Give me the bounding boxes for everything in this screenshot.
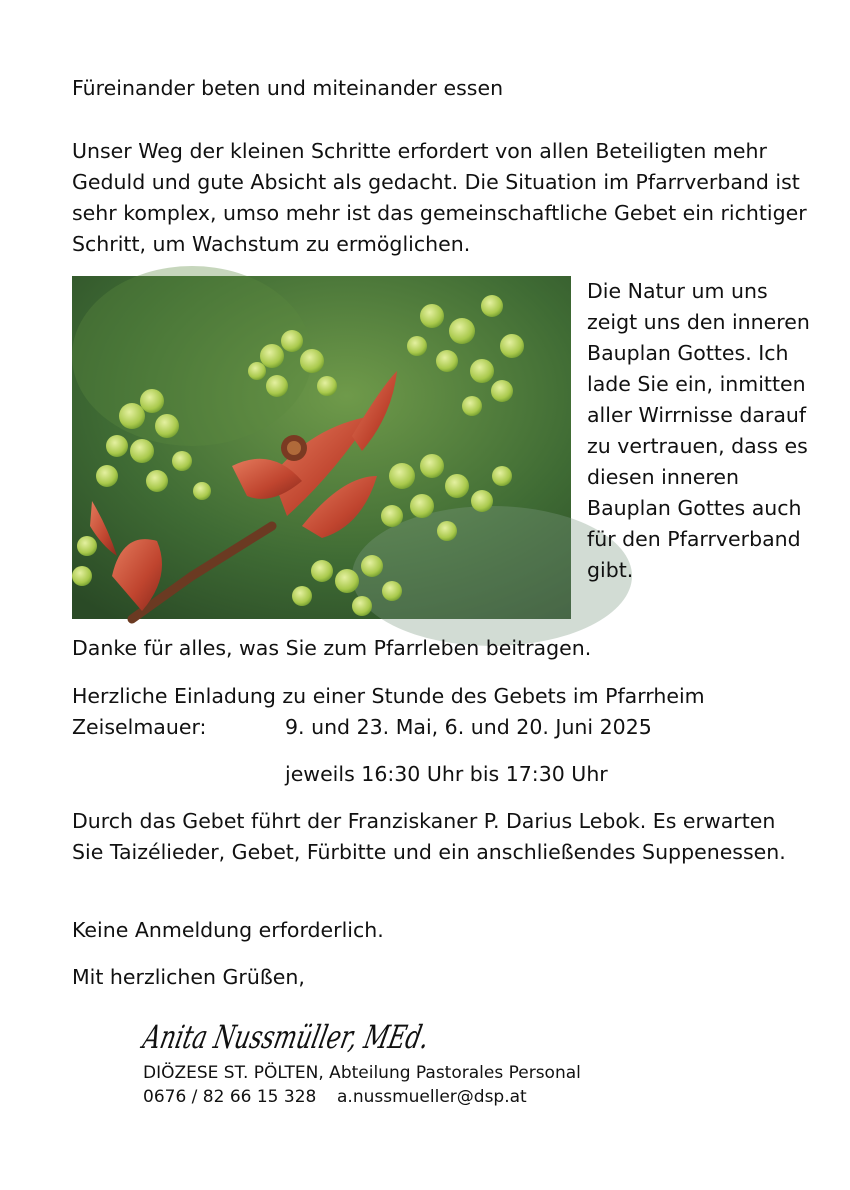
email-address: a.nussmueller@dsp.at xyxy=(337,1087,527,1107)
handwritten-signature xyxy=(139,1008,535,1066)
thanks-line: Danke für alles, was Sie zum Pfarrleben beitragen. xyxy=(72,636,592,660)
invitation-line: Herzliche Einladung zu einer Stunde des Gebets im Pfarrheim xyxy=(72,684,705,708)
leader-paragraph: Durch das Gebet führt der Franziskaner P. Darius Lebok. Es erwarten Sie Taizélieder, Gebet, Fürbitte und ein anschließendes Suppenessen. xyxy=(72,809,786,864)
phone-number: 0676 / 82 66 15 328 xyxy=(143,1087,317,1107)
svg-text:Anita Nussmüller, MEd.: Anita Nussmüller, MEd. xyxy=(139,1018,535,1056)
letter-title: Füreinander beten und miteinander essen xyxy=(72,76,504,100)
organization-line: DIÖZESE ST. PÖLTEN, Abteilung Pastorales Personal xyxy=(143,1063,581,1083)
greeting-line: Mit herzlichen Grüßen, xyxy=(72,965,305,989)
invitation-dates: 9. und 23. Mai, 6. und 20. Juni 2025 xyxy=(285,715,652,739)
no-registration-line: Keine Anmeldung erforderlich. xyxy=(72,918,384,942)
blossom-photo xyxy=(72,276,571,619)
invitation-time: jeweils 16:30 Uhr bis 17:30 Uhr xyxy=(285,762,608,786)
intro-paragraph: Unser Weg der kleinen Schritte erfordert von allen Beteiligten mehr Geduld und gute Absicht als gedacht. Die Situation im Pfarrverband ist sehr komplex, umso mehr ist das gemeinschaftliche Gebet ein richtiger Schritt, um Wachstum zu ermöglichen. xyxy=(72,139,807,256)
invitation-place: Zeiselmauer: xyxy=(72,715,207,739)
nature-paragraph: Die Natur um uns zeigt uns den inneren Bauplan Gottes. Ich lade Sie ein, inmitten aller Wirrnisse darauf zu vertrauen, dass es diesen inneren Bauplan Gottes auch für den Pfarrverband gibt. xyxy=(587,279,810,582)
